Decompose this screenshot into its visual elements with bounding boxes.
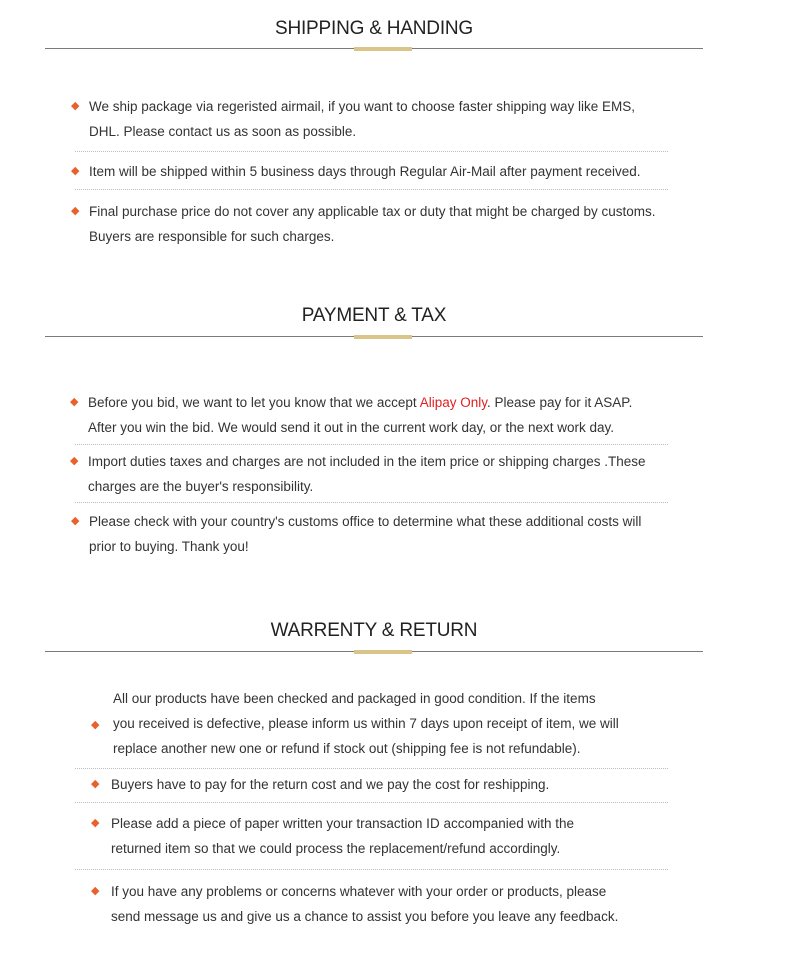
warranty-item-4: If you have any problems or concerns whatever with your order or products, please send message us and give us a chance to assist you before you leave any feedback. — [111, 884, 619, 924]
dotted-separator — [75, 502, 668, 503]
dotted-separator — [75, 151, 668, 152]
section-title-shipping: SHIPPING & HANDING — [274, 18, 474, 39]
section-title-warranty: WARRENTY & RETURN — [270, 620, 478, 641]
section-divider-accent-payment — [354, 335, 412, 339]
diamond-bullet-icon: ◆ — [71, 205, 80, 217]
section-divider-accent-shipping — [354, 47, 412, 51]
dotted-separator — [75, 444, 668, 445]
dotted-separator — [75, 189, 668, 190]
dotted-separator — [75, 869, 668, 870]
warranty-item-2: Buyers have to pay for the return cost and we pay the cost for reshipping. — [111, 777, 550, 792]
diamond-bullet-icon: ◆ — [70, 396, 79, 408]
warranty-item-1: All our products have been checked and packaged in good condition. If the items you received is defective, please inform us within 7 days upon receipt of item, we will replace another new one or refund if stock out (shipping fee is not refundable). — [113, 691, 619, 756]
diamond-bullet-icon: ◆ — [70, 455, 79, 467]
diamond-bullet-icon: ◆ — [71, 100, 80, 112]
section-divider-accent-warranty — [354, 650, 412, 654]
diamond-bullet-icon: ◆ — [91, 778, 100, 790]
warranty-item-3: Please add a piece of paper written your transaction ID accompanied with the returned item so that we could process the replacement/refund accordingly. — [111, 816, 575, 856]
dotted-separator — [75, 802, 668, 803]
shipping-item-2: Item will be shipped within 5 business days through Regular Air-Mail after payment received. — [89, 164, 641, 179]
alipay-only-highlight: Alipay Only — [419, 395, 487, 410]
section-title-payment: PAYMENT & TAX — [301, 305, 447, 326]
shipping-item-1: We ship package via regeristed airmail, if you want to choose faster shipping way like EMS, DHL. Please contact us as soon as possible. — [89, 99, 636, 139]
dotted-separator — [75, 768, 668, 769]
diamond-bullet-icon: ◆ — [91, 817, 100, 829]
diamond-bullet-icon: ◆ — [91, 885, 100, 897]
diamond-bullet-icon: ◆ — [91, 719, 100, 731]
shipping-item-3: Final purchase price do not cover any applicable tax or duty that might be charged by customs. Buyers are responsible for such charges. — [89, 204, 656, 244]
diamond-bullet-icon: ◆ — [71, 515, 80, 527]
payment-item-3: Please check with your country's customs office to determine what these additional costs will prior to buying. Thank you! — [89, 514, 642, 554]
diamond-bullet-icon: ◆ — [71, 165, 80, 177]
payment-item-2: Import duties taxes and charges are not included in the item price or shipping charges .These charges are the buyer's responsibility. — [88, 454, 646, 494]
payment-item-1: Before you bid, we want to let you know that we accept Alipay Only. Please pay for it ASAP. After you win the bid. We would send it out in the current work day, or the next work day. — [88, 395, 633, 435]
